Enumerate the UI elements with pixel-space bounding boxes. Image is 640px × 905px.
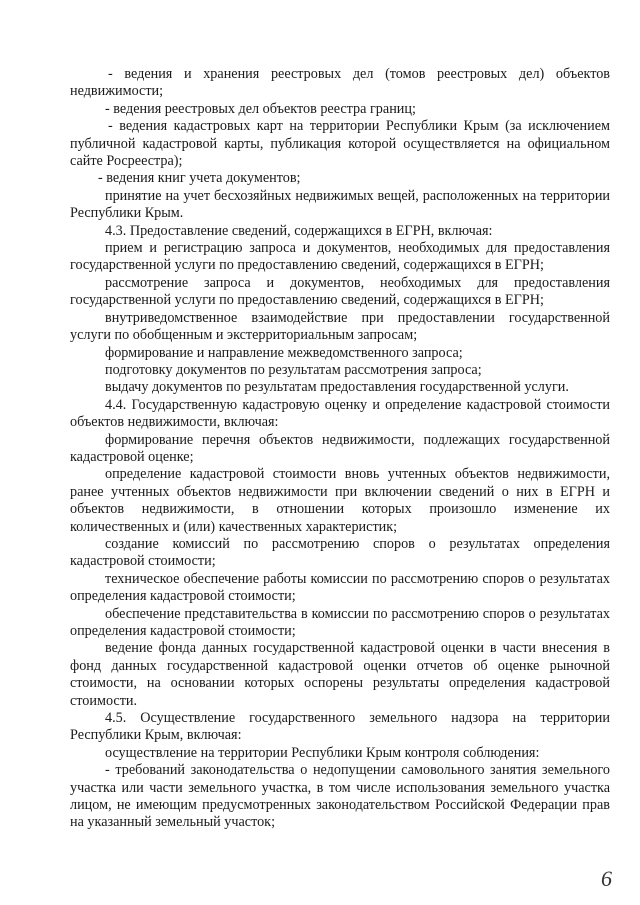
paragraph-3: - ведения кадастровых карт на территории Республики Крым (за исключением публичной кадастровой карты, публикация которой осуществляется на официальном сайте Росреестра); [70, 118, 610, 170]
paragraph-13: 4.4. Государственную кадастровую оценку и определение кадастровой стоимости объектов недвижимости, включая: [70, 396, 610, 431]
paragraph-21: осуществление на территории Республики Крым контроля соблюдения: [105, 744, 540, 761]
page-number: 6 [601, 866, 612, 891]
paragraph-16: создание комиссий по рассмотрению споров о результатах определения кадастровой стоимости; [70, 535, 610, 570]
paragraph-8: рассмотрение запроса и документов, необходимых для предоставления государственной услуги по предоставлению сведений, содержащихся в ЕГРН; [70, 274, 610, 309]
paragraph-4: - ведения книг учета документов; [98, 170, 301, 187]
paragraph-11: подготовку документов по результатам рассмотрения запроса; [105, 361, 482, 378]
paragraph-7: прием и регистрацию запроса и документов, необходимых для предоставления государственной услуги по предоставлению сведений, содержащихся в ЕГРН; [70, 240, 610, 274]
paragraph-9: внутриведомственное взаимодействие при предоставлении государственной услуги по обобщенным и экстерриториальным запросам; [70, 309, 610, 344]
paragraph-19: ведение фонда данных государственной кадастровой оценки в части внесения в фонд данных государственной кадастровой оценки отчетов об оценке рыночной стоимости, на основании которых оспорены результаты определения кадастровой стоимости. [70, 640, 610, 709]
paragraph-15: определение кадастровой стоимости вновь учтенных объектов недвижимости, ранее учтенных объектов недвижимости при включении сведений о них в ЕГРН и объектов недвижимости, в отношении которых произошло изменение их количественных и (или) качественных характеристик; [70, 466, 610, 535]
paragraph-22: - требований законодательства о недопущении самовольного занятия земельного участка или части земельного участка, в том числе использования земельного участка лицом, не имеющим предусмотренных законодательством Российской Федерации прав на указанный земельный участок; [70, 762, 610, 831]
paragraph-17: техническое обеспечение работы комиссии по рассмотрению споров о результатах определения кадастровой стоимости; [70, 570, 610, 605]
document-page [70, 66, 610, 832]
paragraph-5: принятие на учет бесхозяйных недвижимых вещей, расположенных на территории Республики Крым. [70, 187, 610, 222]
paragraph-1: - ведения и хранения реестровых дел (томов реестровых дел) объектов недвижимости; [70, 66, 610, 100]
paragraph-18: обеспечение представительства в комиссии по рассмотрению споров о результатах определения кадастровой стоимости; [70, 605, 610, 639]
paragraph-20: 4.5. Осуществление государственного земельного надзора на территории Республики Крым, включая: [70, 710, 610, 744]
paragraph-14: формирование перечня объектов недвижимости, подлежащих государственной кадастровой оценке; [70, 431, 610, 465]
paragraph-2: - ведения реестровых дел объектов реестра границ; [105, 100, 416, 117]
paragraph-12: выдачу документов по результатам предоставления государственной услуги. [105, 379, 569, 396]
paragraph-6: 4.3. Предоставление сведений, содержащихся в ЕГРН, включая: [105, 222, 493, 239]
paragraph-10: формирование и направление межведомственного запроса; [105, 344, 463, 361]
